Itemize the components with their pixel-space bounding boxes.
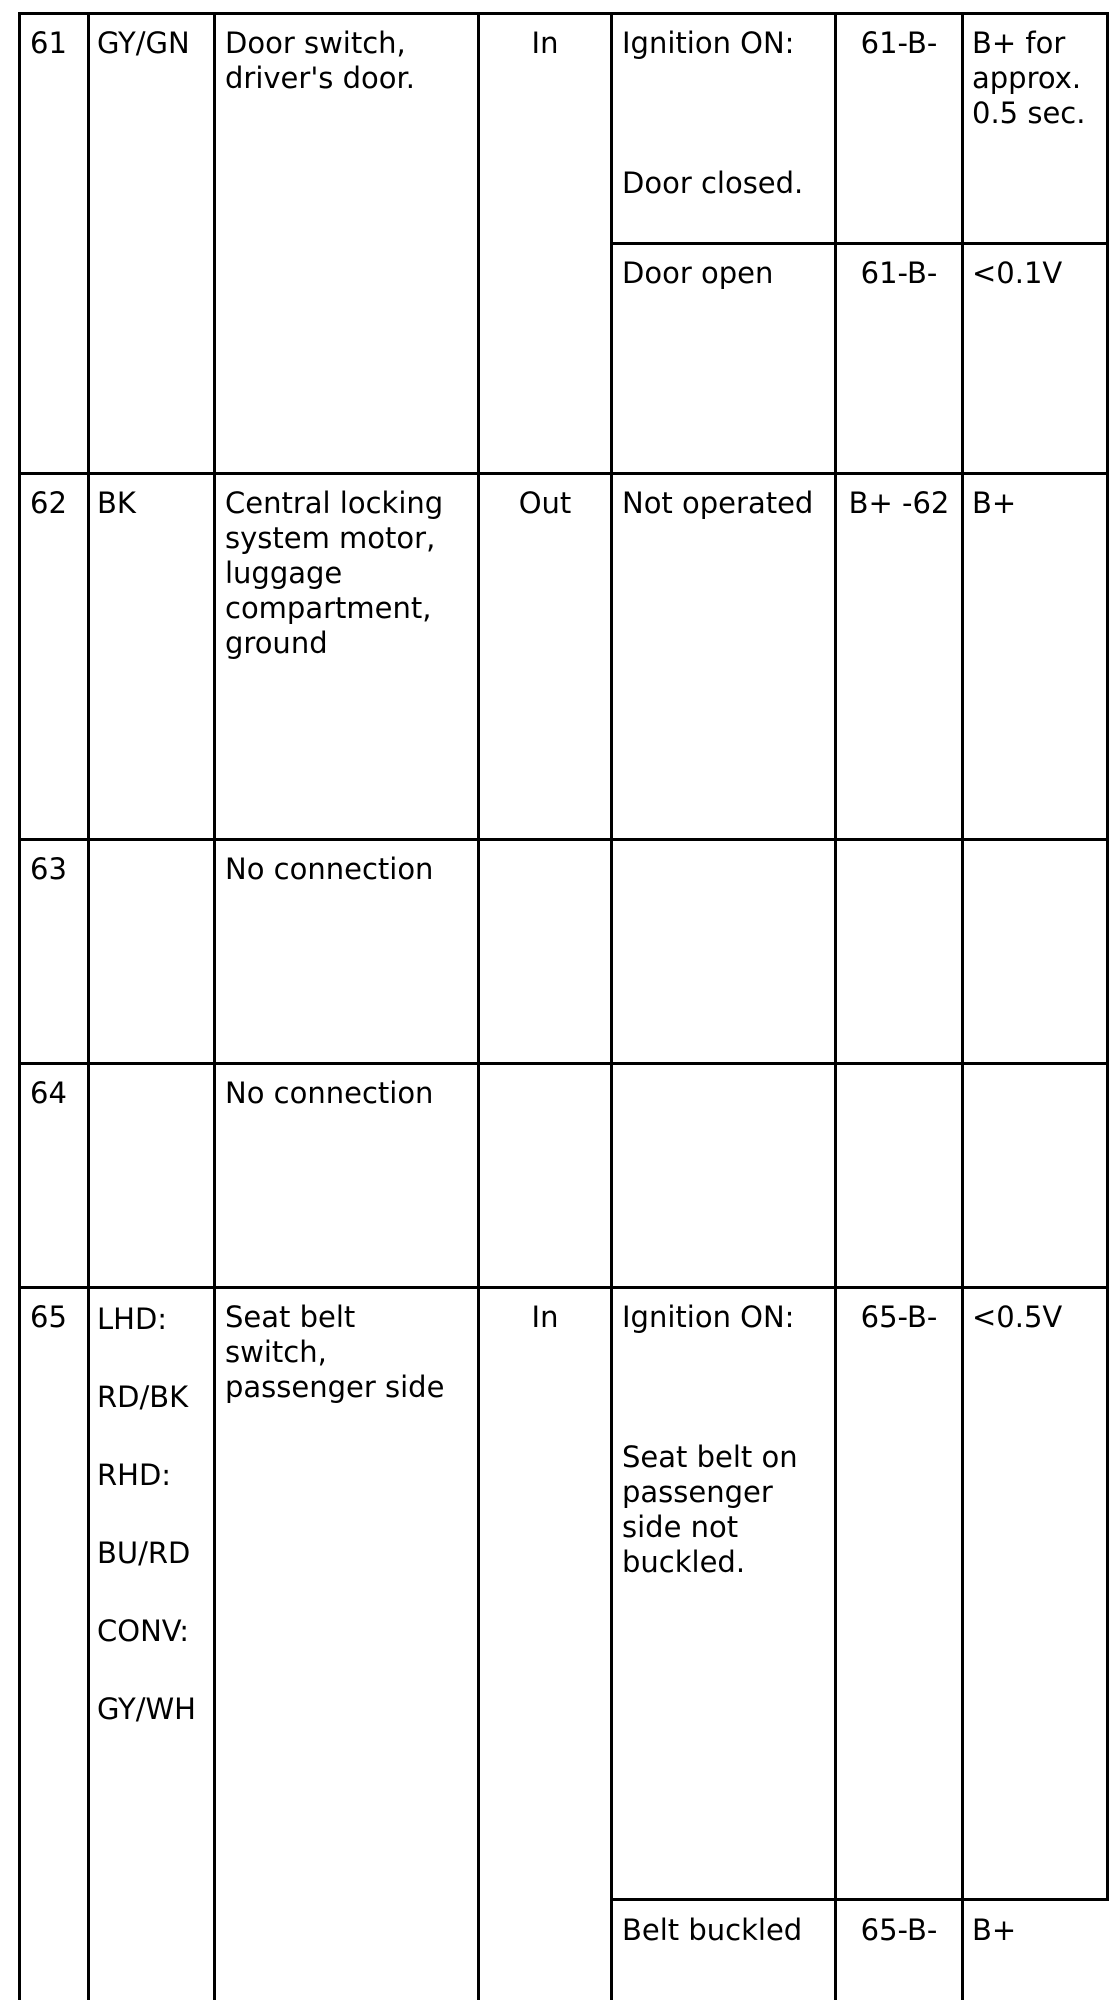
- table-border-left: [18, 12, 21, 2000]
- column-divider-condition: [610, 12, 613, 2000]
- wire-color: LHD: RD/BK RHD: BU/RD CONV: GY/WH: [97, 1302, 196, 1726]
- expected-value: B+: [972, 1913, 1017, 1947]
- column-divider-value: [961, 12, 964, 2000]
- pin-number: 62: [30, 486, 67, 520]
- column-divider-wire: [87, 12, 90, 2000]
- test-condition: Ignition ON: Seat belt on passenger side not buckled.: [622, 1300, 798, 1579]
- test-condition: Belt buckled: [622, 1913, 803, 1947]
- row-divider-64: [18, 1062, 1109, 1065]
- test-condition: Ignition ON: Door closed.: [622, 26, 804, 200]
- expected-value: B+: [972, 486, 1017, 520]
- sub-row-divider-61: [610, 242, 1109, 245]
- pin-description: Central locking system motor, luggage compartment, ground: [225, 486, 444, 660]
- expected-value: <0.5V: [972, 1300, 1063, 1334]
- wire-color: GY/GN: [97, 26, 190, 60]
- column-divider-test: [834, 12, 837, 2000]
- pin-description: Door switch, driver's door.: [225, 26, 415, 95]
- wire-color: BK: [97, 486, 136, 520]
- test-condition: Door open: [622, 256, 774, 290]
- test-points: 61-B-: [860, 26, 938, 60]
- column-divider-description: [213, 12, 216, 2000]
- expected-value: <0.1V: [972, 256, 1063, 290]
- pin-description: No connection: [225, 1076, 434, 1110]
- table-border-right: [1106, 12, 1109, 1900]
- test-points: 61-B-: [860, 256, 938, 290]
- pin-description: Seat belt switch, passenger side: [225, 1300, 445, 1404]
- signal-direction: Out: [518, 486, 572, 520]
- row-divider-62: [18, 472, 1109, 475]
- sub-row-divider-65: [610, 1898, 1109, 1901]
- pin-number: 65: [30, 1300, 67, 1334]
- pin-description: No connection: [225, 852, 434, 886]
- pin-number: 64: [30, 1076, 67, 1110]
- row-divider-65: [18, 1286, 1109, 1289]
- signal-direction: In: [531, 26, 559, 60]
- table-border-top: [18, 12, 1109, 15]
- signal-direction: In: [531, 1300, 559, 1334]
- row-divider-63: [18, 838, 1109, 841]
- column-divider-direction: [477, 12, 480, 2000]
- test-condition: Not operated: [622, 486, 814, 520]
- test-points: 65-B-: [860, 1913, 938, 1947]
- pin-number: 61: [30, 26, 67, 60]
- test-points: 65-B-: [860, 1300, 938, 1334]
- pin-number: 63: [30, 852, 67, 886]
- expected-value: B+ for approx. 0.5 sec.: [972, 26, 1086, 130]
- test-points: B+ -62: [848, 486, 950, 520]
